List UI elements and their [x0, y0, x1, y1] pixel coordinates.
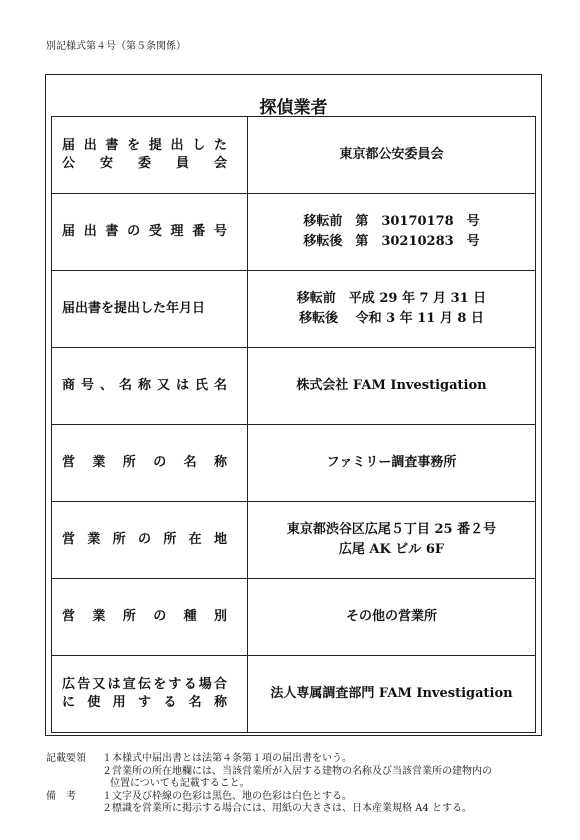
row-value: 広尾 AK ビル 6F	[338, 542, 445, 557]
row-label-cell	[52, 194, 248, 271]
row-label-cell	[52, 348, 248, 425]
row-value: 株式会社 FAM Investigation	[296, 378, 487, 393]
sign-frame	[45, 74, 542, 736]
row-value: その他の営業所	[345, 609, 437, 624]
row-value: 移転後 令和 3 年 11 月 8 日	[299, 311, 484, 326]
row-label: 届出書を提出した	[62, 138, 227, 153]
row-label-cell	[52, 271, 248, 348]
row-value-cell	[248, 271, 536, 348]
row-label: 営業所の種別	[62, 609, 227, 624]
row-value-cell	[248, 502, 536, 579]
table-row	[52, 194, 536, 271]
note-text: １文字及び枠線の色彩は黒色、地の色彩は白色とする。	[102, 790, 352, 802]
row-label: に使用する名称	[62, 695, 227, 710]
sign-title: 探偵業者	[259, 98, 328, 118]
table-row	[52, 656, 536, 733]
row-label: 営業所の名称	[62, 455, 227, 470]
row-value: 移転前 第 30170178 号	[303, 214, 480, 229]
row-value-cell	[248, 579, 536, 656]
row-value: 移転前 平成 29 年 7 月 31 日	[296, 291, 487, 306]
row-label: 営業所の所在地	[62, 532, 227, 547]
note-text: ２営業所の所在地欄には、当該営業所が入居する建物の名称及び当該営業所の建物内の	[102, 765, 492, 777]
row-value: 法人専属調査部門 FAM Investigation	[270, 686, 513, 701]
table-row	[52, 117, 536, 194]
row-label-cell	[52, 425, 248, 502]
note-text: ２標識を営業所に掲示する場合には、用紙の大きさは、日本産業規格 A4 とする。	[102, 803, 472, 814]
row-value: 東京都渋谷区広尾５丁目 25 番２号	[286, 522, 497, 537]
note-label: 備 考	[46, 790, 76, 802]
row-label: 商号、名称又は氏名	[62, 378, 227, 393]
row-value-cell	[248, 425, 536, 502]
table-row	[52, 425, 536, 502]
table-row	[52, 579, 536, 656]
row-label: 届出書の受理番号	[62, 224, 227, 239]
row-value-cell	[248, 117, 536, 194]
row-value-cell	[248, 348, 536, 425]
row-value-cell	[248, 656, 536, 733]
registration-table	[51, 116, 536, 733]
note-text: 位置についても記載すること。	[110, 778, 250, 789]
row-value: ファミリー調査事務所	[326, 455, 457, 470]
row-value: 東京都公安委員会	[339, 147, 444, 162]
row-label-cell	[52, 502, 248, 579]
row-label-cell	[52, 579, 248, 656]
form-reference-note: 別記様式第４号（第５条関係）	[46, 41, 186, 52]
row-label: 広告又は宣伝をする場合	[62, 677, 227, 692]
row-label-cell	[52, 117, 248, 194]
table-row	[52, 271, 536, 348]
table-row	[52, 348, 536, 425]
row-label: 公安委員会	[62, 156, 227, 171]
row-label-cell	[52, 656, 248, 733]
table-row	[52, 502, 536, 579]
note-text: １本様式中届出書とは法第４条第１項の届出書をいう。	[102, 753, 352, 764]
row-label: 届出書を提出した年月日	[62, 301, 206, 316]
row-value: 移転後 第 30210283 号	[303, 234, 480, 249]
row-value-cell	[248, 194, 536, 271]
note-label: 記載要領	[46, 753, 86, 764]
